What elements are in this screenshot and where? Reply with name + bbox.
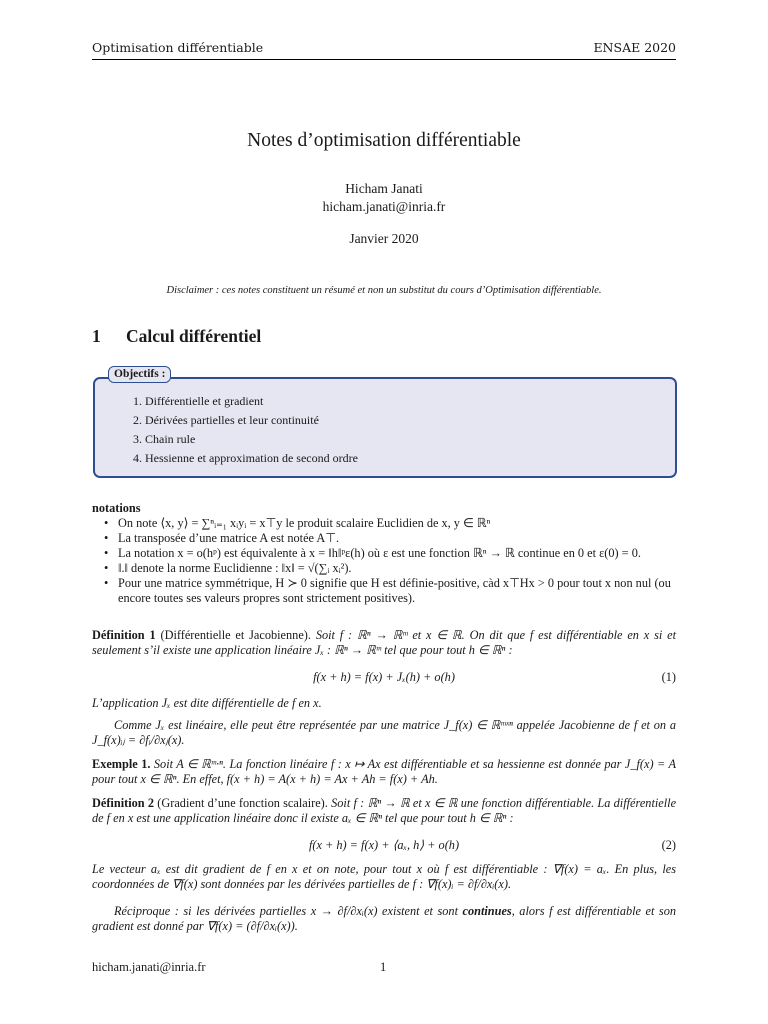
- author-block: [92, 180, 676, 216]
- definition-1-label: Définition 1: [92, 628, 156, 642]
- gradient-definition-text: Le vecteur aₓ est dit gradient de f en x et on note, pour tout x où f est différentiable : ∇f(x) = aₓ. En plus, les coordonnées de ∇f(x) sont données par les dérivées partielles de f : ∇f(x)ᵢ = ∂f/∂xᵢ(x).: [92, 862, 676, 891]
- running-header-left: Optimisation différentiable: [92, 40, 264, 55]
- running-header-right: ENSAE 2020: [593, 40, 676, 55]
- definition-2-name: (Gradient d’une fonction scalaire).: [157, 796, 328, 810]
- example-1: [92, 757, 676, 787]
- definition-2: [92, 796, 676, 826]
- notation-item: • Pour une matrice symmétrique, H ≻ 0 signifie que H est définie-positive, càd x⊤Hx > 0 pour tout x non nul (ou encore toutes ses valeurs propres sont strictement positives).: [104, 576, 678, 606]
- equation-1: f(x + h) = f(x) + Jₓ(h) + o(h): [313, 670, 455, 684]
- section-heading: [92, 326, 261, 347]
- notation-item: • On note ⟨x, y⟩ = ∑ⁿᵢ₌₁ xᵢyᵢ = x⊤y le produit scalaire Euclidien de x, y ∈ ℝⁿ: [104, 516, 678, 531]
- definition-1-text: Soit f : ℝⁿ → ℝᵐ et x ∈ ℝ. On dit que f est différentiable en x si et seulement s’il existe une application linéaire Jₓ : ℝⁿ → ℝᵐ tel que pour tout h ∈ ℝⁿ :: [92, 628, 677, 657]
- equation-1-number: (1): [661, 670, 676, 684]
- equation-2: f(x + h) = f(x) + ⟨aₓ, h⟩ + o(h): [308, 838, 460, 852]
- example-1-label: Exemple 1.: [92, 757, 151, 771]
- definition-2-text: Soit f : ℝⁿ → ℝ et x ∈ ℝ une fonction différentiable. La différentielle de f en x est une application linéaire donc il existe aₓ ∈ ℝⁿ tel que pour tout h ∈ ℝⁿ :: [92, 796, 677, 825]
- section-number: 1: [92, 326, 101, 346]
- disclaimer: Disclaimer : ces notes constituent un résumé et non un substitut du cours d’Optimisation différentiable.: [166, 285, 602, 296]
- definition-1-name: (Différentielle et Jacobienne).: [160, 628, 311, 642]
- definition-1-conclusion: L’application Jₓ est dite différentielle de f en x.: [92, 696, 322, 710]
- notation-item: • La notation x = o(hᵖ) est équivalente à x = ‖h‖ᵖε(h) où ε est une fonction ℝⁿ → ℝ continue en 0 et ε(0) = 0.: [104, 546, 678, 561]
- section-title: Calcul différentiel: [126, 326, 262, 346]
- objectives-list: [133, 392, 358, 468]
- header-rule: [92, 59, 676, 60]
- page-number: 1: [380, 960, 387, 974]
- objectives-label: Objectifs :: [108, 366, 171, 383]
- jacobian-remark: Comme Jₓ est linéaire, elle peut être représentée par une matrice J_f(x) ∈ ℝᵐˣⁿ appelée Jacobienne de f et on a J_f(x)ᵢⱼ = ∂fᵢ/∂xⱼ(x).: [92, 718, 676, 747]
- notation-item: • La transposée d’une matrice A est notée A⊤.: [104, 531, 678, 546]
- footer-email: hicham.janati@inria.fr: [92, 960, 206, 974]
- notations-list: [104, 516, 678, 606]
- notations-heading: notations: [92, 501, 141, 515]
- author-name: Hicham Janati: [345, 181, 423, 196]
- definition-1: [92, 628, 676, 658]
- reciprocal-text-end: , alors f est différentiable et son gradient est donné par ∇f(x) = (∂f/∂xᵢ(x)).: [92, 904, 676, 933]
- objective-item: 1. Différentielle et gradient: [133, 394, 264, 408]
- objective-item: 4. Hessienne et approximation de second ordre: [133, 451, 358, 465]
- reciprocal-emphasis: continues: [462, 904, 512, 918]
- reciprocal-text-start: Réciproque : si les dérivées partielles x → ∂f/∂xᵢ(x) existent et sont: [114, 904, 463, 918]
- author-email: hicham.janati@inria.fr: [322, 199, 446, 214]
- objective-item: 3. Chain rule: [133, 432, 196, 446]
- notation-item: • ‖.‖ denote la norme Euclidienne : ‖x‖ = √(∑ᵢ xᵢ²).: [104, 561, 678, 576]
- definition-2-label: Définition 2: [92, 796, 155, 810]
- reciprocal-remark: [92, 904, 676, 934]
- equation-2-number: (2): [661, 838, 676, 852]
- document-date: Janvier 2020: [349, 231, 419, 246]
- document-title: Notes d’optimisation différentiable: [247, 130, 521, 151]
- example-1-text: Soit A ∈ ℝᵐ·ⁿ. La fonction linéaire f : x ↦ Ax est différentiable et sa hessienne est donnée par J_f(x) = A pour tout x ∈ ℝⁿ. En effet, f(x + h) = A(x + h) = Ax + Ah = f(x) + Ah.: [92, 757, 677, 786]
- objective-item: 2. Dérivées partielles et leur continuité: [133, 413, 319, 427]
